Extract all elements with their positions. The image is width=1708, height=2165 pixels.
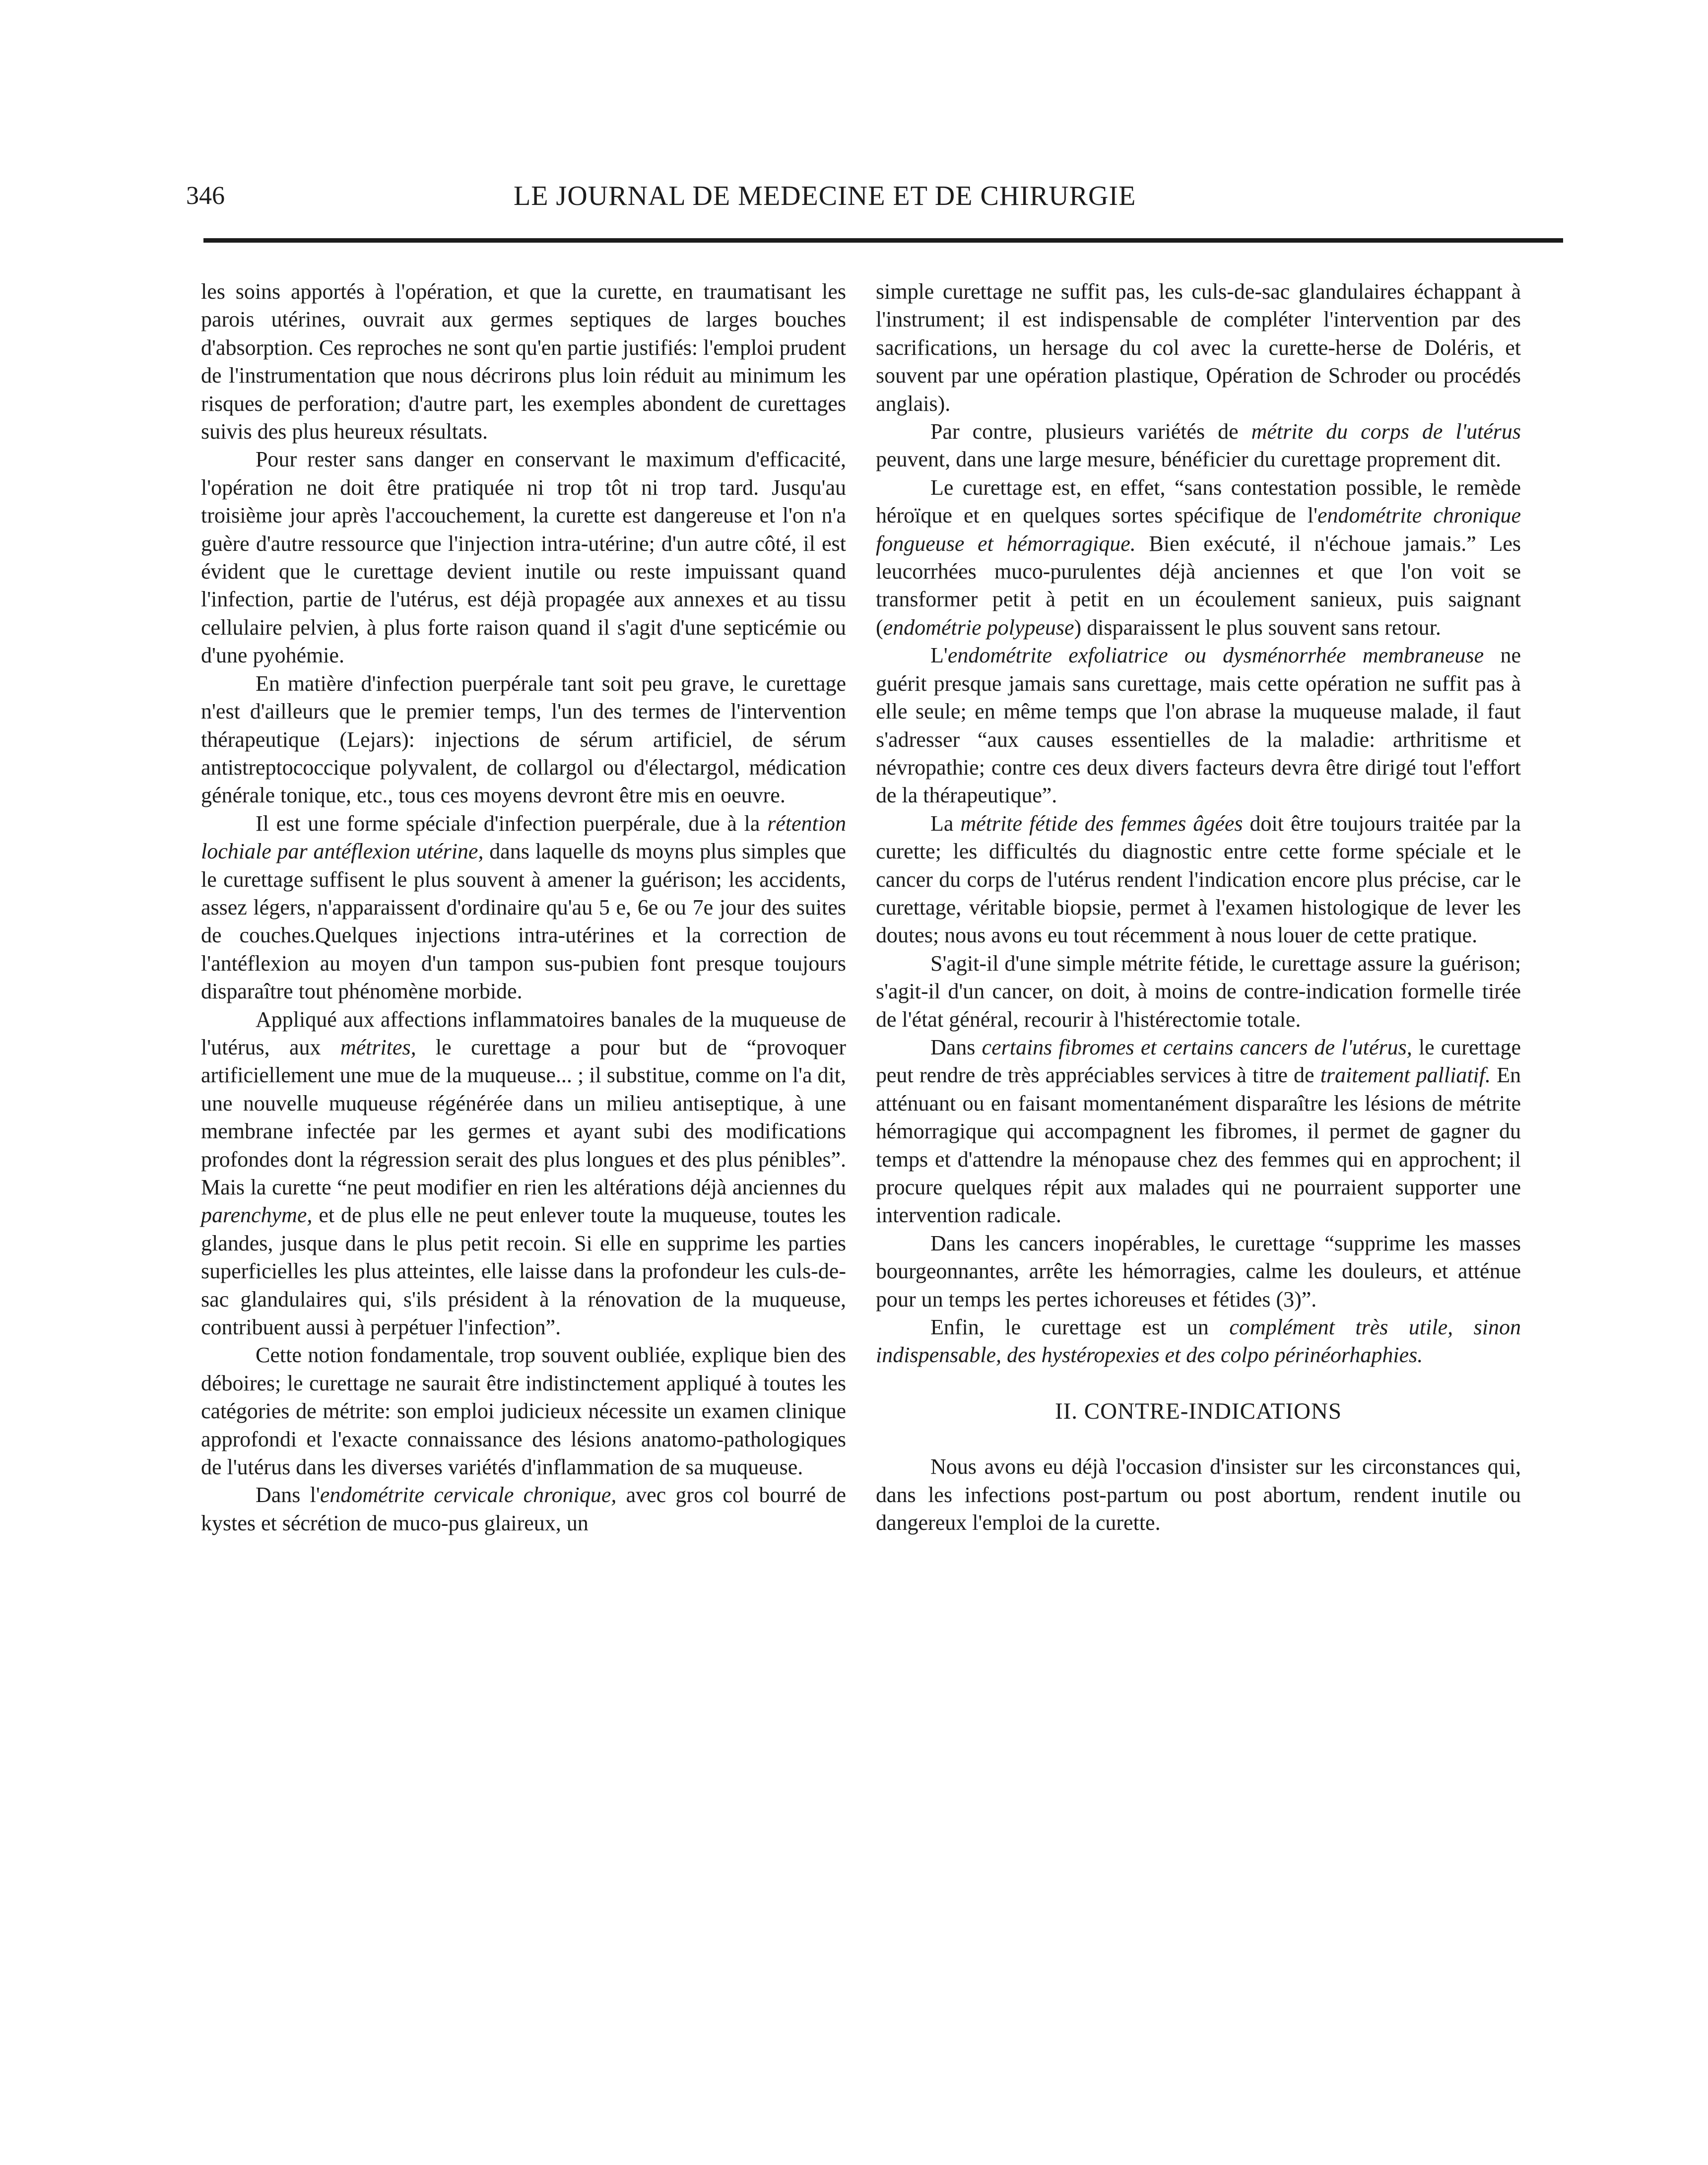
text-run: Bien exécuté, il n'échoue jamais.” Les leucorrhées muco-purulentes déjà anciennes et que l'on voit se transformer petit à petit en un écoulement sanieux, puis saignant ( <box>876 531 1521 640</box>
text-run: ) disparaissent le plus souvent sans retour. <box>1074 615 1441 640</box>
text-run: ne guérit presque jamais sans curettage, mais cette opération ne suffit pas à elle seule; en même temps que l'on abrase la muqueuse malade, il faut s'adresser “aux causes essentielles de la maladie: arthritisme et névropathie; contre ces deux divers facteurs devra être dirigé tout l'effort de la thérapeutique”. <box>876 643 1521 808</box>
text-run: Par contre, plusieurs variétés de <box>930 419 1251 444</box>
page-number: 346 <box>186 182 225 210</box>
italic-term: endométrie polypeuse <box>883 615 1074 640</box>
left-column <box>201 278 846 1537</box>
italic-term: métrite du corps de l'utérus <box>1251 419 1521 444</box>
italic-term: traitement palliatif. <box>1320 1063 1491 1088</box>
italic-term: parenchyme, <box>201 1203 313 1228</box>
paragraph <box>876 642 1521 809</box>
italic-term: certains fibromes et certains cancers de l'utérus, <box>982 1035 1412 1059</box>
paragraph <box>201 1481 846 1537</box>
page-header <box>186 174 1561 218</box>
text-run: En atténuant ou en faisant momentanément disparaître les lésions de métrite hémorragique qui accompagnent les fibromes, il permet de gagner du temps et d'attendre la ménopause chez des femmes qui en approchent; il procure quelques répit aux malades qui ne pourraient supporter une intervention radicale. <box>876 1063 1521 1228</box>
paragraph <box>876 1034 1521 1230</box>
section-spacer <box>876 1370 1521 1397</box>
text-run: le curettage a pour but de “provoquer artificiellement une mue de la muqueuse... ; il substitue, comme on l'a dit, une nouvelle muqueuse régénérée dans un milieu antiseptique, à une membrane infectée par les germes et ayant subi des modifications profondes dont la régression serait des plus longues et des plus pénibles”. Mais la curette “ne peut modifier en rien les altérations déjà anciennes du <box>201 1035 846 1199</box>
text-run: avec gros col bourré de kystes et sécrétion de muco-pus glaireux, un <box>201 1483 846 1535</box>
text-run: le curettage peut rendre de très appréciables services à titre de <box>876 1035 1521 1088</box>
journal-title: LE JOURNAL DE MEDECINE ET DE CHIRURGIE <box>514 181 1136 211</box>
text-run: Dans <box>930 1035 982 1059</box>
paragraph: Dans les cancers inopérables, le curettage “supprime les masses bourgeonnantes, arrête les hémorragies, calme les douleurs, et atténue pour un temps les pertes ichoreuses et fétides (3)”. <box>876 1231 1521 1312</box>
paragraph: Cette notion fondamentale, trop souvent oubliée, explique bien des déboires; le curettage ne saurait être indistinctement appliqué à toutes les catégories de métrite: son emploi judicieux nécessite un examen clinique approfondi et l'exacte connaissance des lésions anatomo-pathologiques de l'utérus dans les diverses variétés d'inflammation de sa muqueuse. <box>201 1343 846 1480</box>
paragraph <box>201 1006 846 1342</box>
paragraph: En matière d'infection puerpérale tant soit peu grave, le curettage n'est d'ailleurs que le premier temps, l'un des termes de l'intervention thérapeutique (Lejars): injections de sérum artificiel, de sérum antistreptococcique polyvalent, de collargol ou d'électargol, médication générale tonique, etc., tous ces moyens devront être mis en oeuvre. <box>201 671 846 808</box>
italic-term: endométrite chronique fongueuse et hémorragique. <box>876 503 1521 556</box>
paragraph <box>201 810 846 1006</box>
paragraph: simple curettage ne suffit pas, les culs-de-sac glandulaires échappant à l'instrument; il est indispensable de compléter l'intervention par des sacrifications, un hersage du col avec la curette-herse de Doléris, et souvent par une opération plastique, Opération de Schroder ou procédés anglais). <box>876 279 1521 416</box>
text-run: Enfin, le curettage est un <box>930 1315 1230 1340</box>
italic-term: complément très utile, sinon indispensable, des hystéropexies et des colpo périnéorhaphies. <box>876 1315 1521 1368</box>
text-run: L' <box>930 643 948 668</box>
paragraph: les soins apportés à l'opération, et que la curette, en traumatisant les parois utérines, ouvrait aux germes septiques de larges bouches d'absorption. Ces reproches ne sont qu'en partie justifiés: l'emploi prudent de l'instrumentation que nous décrirons plus loin réduit au minimum les risques de perforation; d'autre part, les exemples abondent de curettages suivis des plus heureux résultats. <box>201 279 846 444</box>
paragraph <box>876 1313 1521 1370</box>
text-run: Dans l' <box>256 1483 320 1508</box>
text-run: et de plus elle ne peut enlever toute la muqueuse, toutes les glandes, jusque dans le plus petit recoin. Si elle en supprime les parties superficielles les plus atteintes, elle laisse dans la profondeur les culs-de-sac glandulaires qui, s'ils président à la rénovation de la muqueuse, contribuent aussi à perpétuer l'infection”. <box>201 1203 846 1340</box>
italic-term: métrites, <box>340 1035 416 1059</box>
text-run: La <box>930 811 961 836</box>
text-run: dans laquelle ds moyns plus simples que le curettage suffisent le plus souvent à amener la guérison; les accidents, assez légers, n'apparaissent d'ordinaire qu'au 5 e, 6e ou 7e jour des suites de couches.Quelques injections intra-utérines et la correction de l'antéflexion au moyen d'un tampon sus-pubien font presque toujours disparaître tout phénomène morbide. <box>201 839 846 1004</box>
section-spacer <box>876 1425 1521 1453</box>
text-run: peuvent, dans une large mesure, bénéficier du curettage proprement dit. <box>876 447 1502 472</box>
header-rule <box>203 238 1563 243</box>
right-column <box>876 278 1521 1537</box>
text-run: Il est une forme spéciale d'infection puerpérale, due à la <box>256 811 768 836</box>
paragraph <box>876 474 1521 642</box>
paragraph <box>876 810 1521 950</box>
section-heading: II. CONTRE-INDICATIONS <box>1054 1398 1342 1424</box>
paragraph: Nous avons eu déjà l'occasion d'insister sur les circonstances qui, dans les infections post-partum ou post abortum, rendent inutile ou dangereux l'emploi de la curette. <box>876 1454 1521 1535</box>
text-run: Appliqué aux affections inflammatoires banales de la muqueuse de l'utérus, aux <box>201 1007 846 1059</box>
paragraph: S'agit-il d'une simple métrite fétide, le curettage assure la guérison; s'agit-il d'un cancer, on doit, à moins de contre-indication formelle tirée de l'état général, recourir à l'histérectomie totale. <box>876 951 1521 1032</box>
paragraph: Pour rester sans danger en conservant le maximum d'efficacité, l'opération ne doit être pratiquée ni trop tôt ni trop tard. Jusqu'au troisième jour après l'accouchement, la curette est dangereuse et l'on n'a guère d'autre ressource que l'injection intra-utérine; d'un autre côté, il est évident que le curettage devient inutile ou reste impuissant quand l'infection, partie de l'utérus, est déjà propagée aux annexes et au tissu cellulaire pelvien, à plus forte raison quand il s'agit d'une septicémie ou d'une pyohémie. <box>201 447 846 668</box>
italic-term: métrite fétide des femmes âgées <box>960 811 1243 836</box>
italic-term: endométrite exfoliatrice ou dysménorrhée membraneuse <box>947 643 1484 668</box>
italic-term: endométrite cervicale chronique, <box>320 1483 617 1508</box>
paragraph <box>876 418 1521 474</box>
italic-term: rétention lochiale par antéflexion utérine, <box>201 811 846 864</box>
text-run: Le curettage est, en effet, “sans contestation possible, le remède héroïque et en quelques sortes spécifique de l' <box>876 475 1521 528</box>
text-run: doit être toujours traitée par la curette; les difficultés du diagnostic entre cette forme spéciale et le cancer du corps de l'utérus rendent l'indication encore plus précise, car le curettage, véritable biopsie, permet à l'examen histologique de lever les doutes; nous avons eu tout récemment à nous louer de cette pratique. <box>876 811 1521 948</box>
